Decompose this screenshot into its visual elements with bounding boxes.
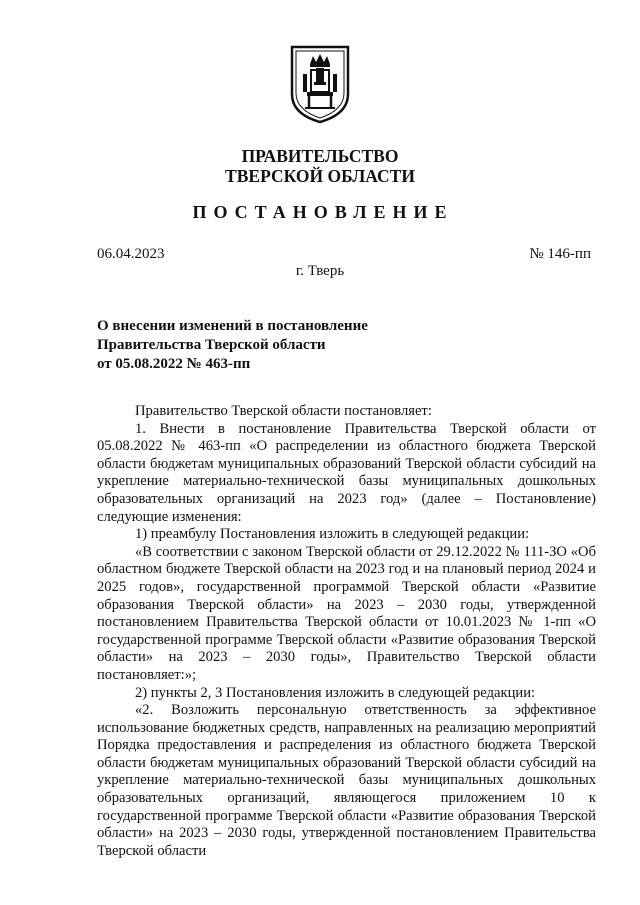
paragraph-subitem-1: 1) преамбулу Постановления изложить в следующей редакции: <box>135 526 530 543</box>
document-body <box>97 403 596 860</box>
org-name-line2: ТВЕРСКОЙ ОБЛАСТИ <box>225 166 415 186</box>
document-city: г. Тверь <box>295 263 345 279</box>
paragraph-preamble: Правительство Тверской области постановляет: <box>135 403 432 419</box>
paragraph-quoted-item-2: «2. Возложить персональную ответственность за эффективное использование бюджетных средств, направленных на реализацию мероприятий Порядка предоставления и распределения из областного бюджета Тверской области бюджетам муниципальных образований Тверской области субсидий на укрепление материально-технической базы муниципальных дошкольных образовательных организаций, являющегося приложением 10 к государственной программе Тверской области «Развитие образования Тверской области» на 2023 – 2030 годы, утвержденной постановлением Правительства Тверской области <box>97 702 596 859</box>
document-number: № 146-пп <box>529 246 591 262</box>
subject-line: от 05.08.2022 № 463-пп <box>97 356 251 372</box>
paragraph-item-1: 1. Внести в постановление Правительства Тверской области от 05.08.2022 № 463-пп «О распределении из областного бюджета Тверской области бюджетам муниципальных образований Тверской области субсидий на укрепление материально-технической базы муниципальных дошкольных образовательных организаций на 2023 год» (далее – Постановление) следующие изменения: <box>97 420 596 525</box>
document-type: ПОСТАНОВЛЕНИЕ <box>192 202 454 222</box>
paragraph-subitem-2: 2) пункты 2, 3 Постановления изложить в следующей редакции: <box>135 684 536 701</box>
subject-line: О внесении изменений в постановление <box>97 318 368 334</box>
document-subject <box>97 317 368 374</box>
paragraph-quoted-preamble: «В соответствии с законом Тверской области от 29.12.2022 № 111-ЗО «Об областном бюджете Тверской области на 2023 год и на плановый период 2024 и 2025 годов», государственной программой Тверской области «Развитие образования Тверской области» на 2023 – 2030 годы, утвержденной постановлением Правительства Тверской области от 10.01.2023 № 1-пп «О государственной программе Тверской области «Развитие образования Тверской области» на 2023 – 2030 годы», Правительство Тверской области постановляет:»; <box>97 543 596 683</box>
coat-of-arms-icon <box>289 44 351 124</box>
subject-line: Правительства Тверской области <box>97 337 326 353</box>
org-name-line1: ПРАВИТЕЛЬСТВО <box>241 146 399 166</box>
document-date: 06.04.2023 <box>97 246 165 262</box>
